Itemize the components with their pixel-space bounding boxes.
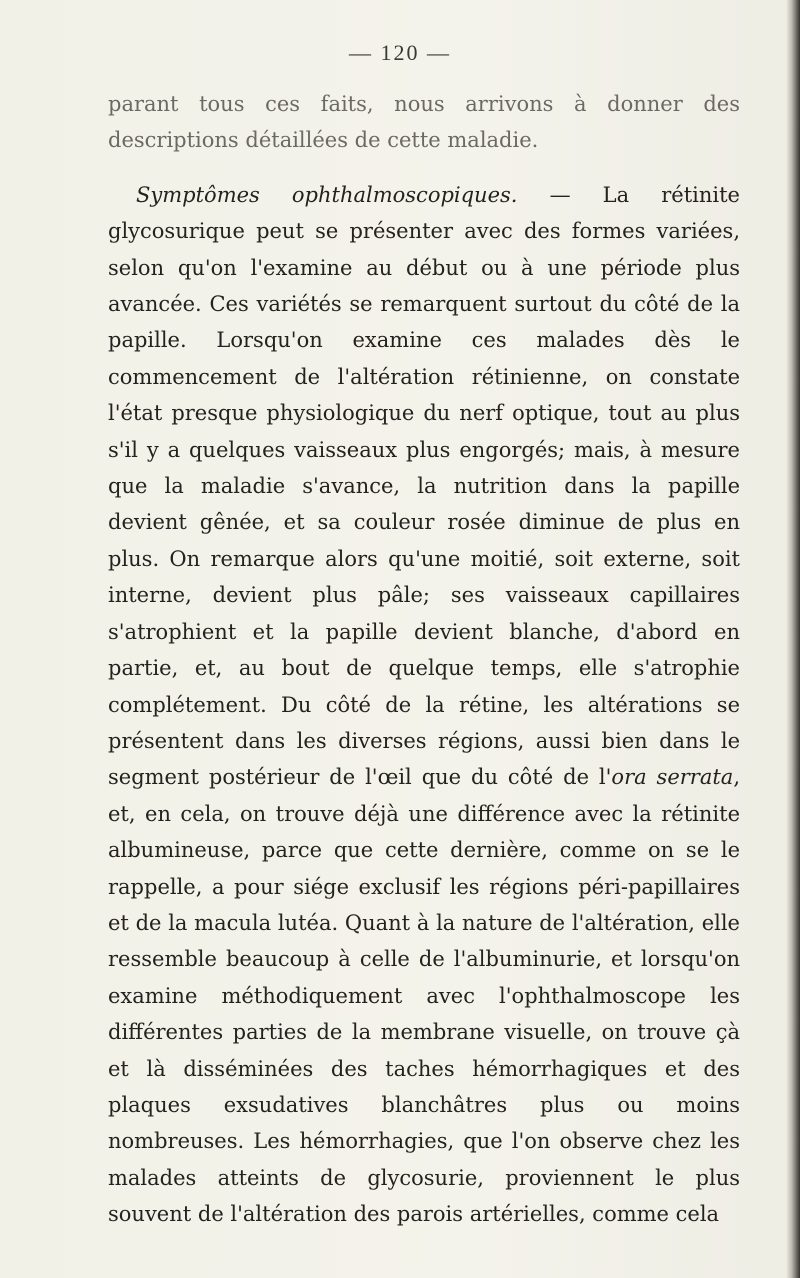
ora-serrata-term: ora serrata <box>611 765 734 790</box>
page-number: — 120 — <box>349 40 451 65</box>
paragraph-symptoms-tail: , et, en cela, on trouve déjà une différence avec la rétinite albumineuse, parce que cette dernière, comme on se le rappelle, a pour siége exclusif les régions péri-papillaires et de la macula lutéa. Quant à la nature de l'altération, elle ressemble beaucoup à celle de l'albuminurie, et lorsqu'on examine méthodiquement avec l'ophthalmoscope les différentes parties de la membrane visuelle, on trouve çà et là disséminées des taches hémorrhagiques et des plaques exsudatives blanchâtres plus ou moins nombreuses. Les hémorrhagies, que l'on observe chez les malades atteints de glycosurie, proviennent le plus souvent de l'altération des parois artérielles, comme cela <box>108 765 741 1227</box>
paragraph-symptoms <box>108 177 740 1233</box>
paragraph-symptoms-body: — La rétinite glycosurique peut se présenter avec des formes variées, selon qu'on l'examine au début ou à une période plus avancée. Ces variétés se remarquent surtout du côté de la papille. Lorsqu'on examine ces malades dès le commencement de l'altération rétinienne, on constate l'état presque physiologique du nerf optique, tout au plus s'il y a quelques vaisseaux plus engorgés; mais, à mesure que la maladie s'avance, la nutrition dans la papille devient gênée, et sa couleur rosée diminue de plus en plus. On remarque alors qu'une moitié, soit externe, soit interne, devient plus pâle; ses vaisseaux capillaires s'atrophient et la papille devient blanche, d'abord en partie, et, au bout de quelque temps, elle s'atrophie complétement. Du côté de la rétine, les altérations se présentent dans les diverses régions, aussi bien dans le segment postérieur de l'œil que du côté de l' <box>108 182 740 790</box>
section-heading: Symptômes ophthalmoscopiques. <box>136 182 518 207</box>
body-text <box>108 86 740 1233</box>
paragraph-intro: parant tous ces faits, nous arrivons à donner des descriptions détaillées de cette maladie. <box>108 92 740 153</box>
page-edge-shadow <box>786 0 800 1278</box>
